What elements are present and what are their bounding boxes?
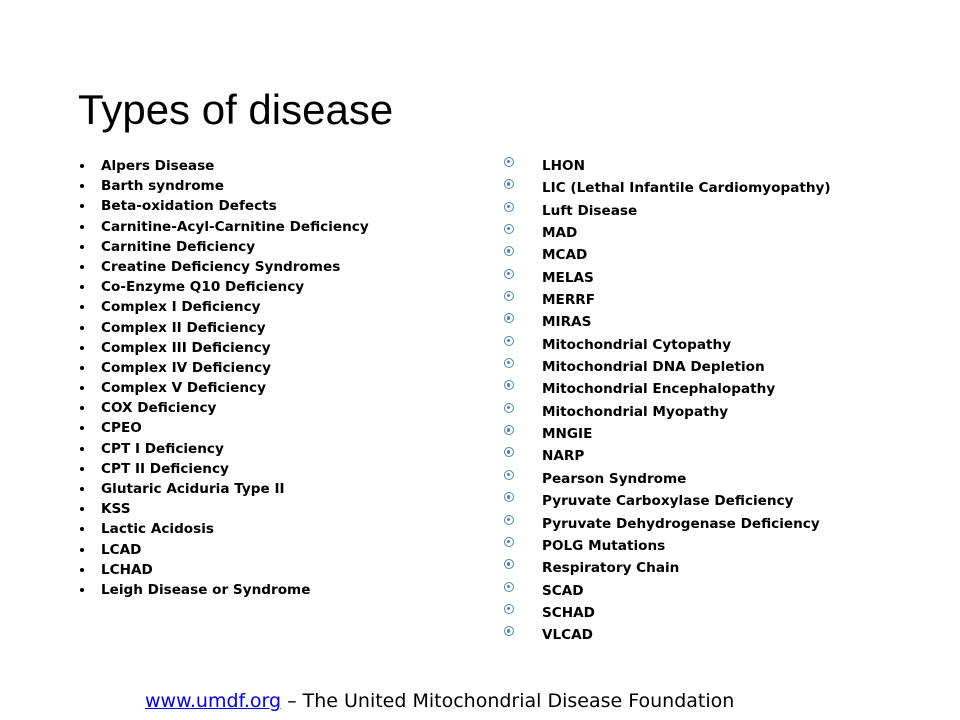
bullet-dot-icon — [80, 548, 84, 552]
list-item — [500, 311, 831, 333]
list-item — [78, 418, 369, 438]
list-item — [78, 297, 369, 317]
list-item — [78, 196, 369, 216]
ring-bullet-icon — [504, 470, 514, 480]
bullet-dot-icon — [80, 285, 84, 289]
list-item-label: COX Deficiency — [101, 400, 217, 417]
bullet-dot-icon — [80, 467, 84, 471]
list-item — [500, 423, 831, 445]
ring-bullet-icon — [504, 447, 514, 457]
list-item-label: NARP — [542, 448, 585, 465]
ring-bullet-icon — [504, 269, 514, 279]
list-item-label: Lactic Acidosis — [101, 521, 214, 538]
list-item-label: MCAD — [542, 247, 588, 264]
ring-bullet-icon — [504, 224, 514, 234]
bullet-dot-icon — [80, 204, 84, 208]
list-item — [500, 557, 831, 579]
list-item — [78, 217, 369, 237]
list-item-label: LHON — [542, 158, 585, 174]
bullet-dot-icon — [80, 366, 84, 370]
bullet-dot-icon — [80, 326, 84, 330]
list-item-label: Luft Disease — [542, 202, 638, 219]
page-title: Types of disease — [78, 86, 394, 133]
list-item-label: Mitochondrial Encephalopathy — [542, 381, 776, 398]
list-item-label: Glutaric Aciduria Type II — [101, 481, 285, 497]
list-item — [500, 334, 831, 356]
ring-bullet-icon — [504, 313, 514, 323]
list-item — [78, 378, 369, 398]
list-item-label: LCHAD — [101, 561, 153, 578]
list-item-label: Barth syndrome — [101, 178, 224, 195]
list-item — [78, 176, 369, 196]
bullet-dot-icon — [80, 265, 84, 269]
ring-bullet-icon — [504, 202, 514, 212]
list-item — [78, 519, 369, 539]
list-item — [500, 580, 831, 602]
list-item-label: Complex V Deficiency — [101, 380, 266, 397]
list-item-label: Complex I Deficiency — [101, 299, 261, 316]
ring-bullet-icon — [504, 582, 514, 592]
list-item-label: Complex II Deficiency — [101, 319, 266, 336]
list-item — [500, 244, 831, 266]
list-item — [78, 358, 369, 378]
bullet-dot-icon — [80, 346, 84, 350]
list-item — [78, 257, 369, 277]
bullet-dot-icon — [80, 426, 84, 430]
list-item-label: CPEO — [101, 420, 142, 437]
list-item — [500, 401, 831, 423]
bullet-dot-icon — [80, 588, 84, 592]
list-item-label: Co-Enzyme Q10 Deficiency — [101, 279, 305, 296]
umdf-link[interactable]: www.umdf.org — [145, 690, 282, 712]
list-item — [78, 479, 369, 499]
footer-source — [145, 688, 734, 714]
disease-list-right — [500, 155, 831, 647]
list-item-label: Complex IV Deficiency — [101, 359, 272, 376]
list-item-label: Pyruvate Carboxylase Deficiency — [542, 493, 794, 510]
ring-bullet-icon — [504, 291, 514, 301]
bullet-dot-icon — [80, 386, 84, 390]
bullet-dot-icon — [80, 164, 84, 168]
list-item — [78, 580, 369, 600]
ring-bullet-icon — [504, 380, 514, 390]
list-item-label: Carnitine Deficiency — [101, 238, 256, 255]
list-item-label: Respiratory Chain — [542, 560, 680, 577]
ring-bullet-icon — [504, 179, 514, 189]
list-item-label: MELAS — [542, 269, 594, 286]
list-item-label: Mitochondrial Cytopathy — [542, 336, 732, 353]
list-item — [78, 318, 369, 338]
bullet-dot-icon — [80, 447, 84, 451]
ring-bullet-icon — [504, 358, 514, 368]
list-item — [78, 560, 369, 580]
list-item-label: CPT I Deficiency — [101, 440, 224, 457]
list-item-label: Creatine Deficiency Syndromes — [101, 258, 341, 275]
list-item — [500, 222, 831, 244]
list-item — [500, 177, 831, 199]
list-item — [78, 156, 369, 176]
list-item — [500, 624, 831, 646]
list-item — [500, 445, 831, 467]
list-item-label: Mitochondrial Myopathy — [542, 403, 729, 420]
list-item — [78, 459, 369, 479]
list-item — [78, 499, 369, 519]
list-item — [78, 540, 369, 560]
list-item-label: Pyruvate Dehydrogenase Deficiency — [542, 515, 820, 532]
ring-bullet-icon — [504, 604, 514, 614]
ring-bullet-icon — [504, 157, 514, 167]
list-item-label: MNGIE — [542, 426, 593, 443]
ring-bullet-icon — [504, 559, 514, 569]
bullet-dot-icon — [80, 184, 84, 188]
bullet-dot-icon — [80, 568, 84, 572]
list-item — [78, 237, 369, 257]
list-item-label: Mitochondrial DNA Depletion — [542, 359, 765, 376]
ring-bullet-icon — [504, 626, 514, 636]
list-item-label: CPT II Deficiency — [101, 460, 229, 477]
list-item-label: MERRF — [542, 292, 596, 309]
bullet-dot-icon — [80, 225, 84, 229]
list-item-label: Leigh Disease or Syndrome — [101, 581, 311, 598]
list-item — [78, 398, 369, 418]
list-item-label: MAD — [542, 225, 578, 242]
bullet-dot-icon — [80, 527, 84, 531]
list-item-label: Pearson Syndrome — [542, 470, 687, 487]
ring-bullet-icon — [504, 403, 514, 413]
list-item-label: VLCAD — [542, 627, 593, 644]
list-item — [500, 468, 831, 490]
list-item-label: Complex III Deficiency — [101, 339, 271, 356]
list-item-label: Carnitine-Acyl-Carnitine Deficiency — [101, 218, 369, 235]
list-item-label: SCAD — [542, 582, 584, 599]
list-item-label: Alpers Disease — [101, 158, 215, 174]
list-item — [78, 277, 369, 297]
list-item — [500, 155, 831, 177]
ring-bullet-icon — [504, 492, 514, 502]
list-item — [78, 439, 369, 459]
list-item — [500, 289, 831, 311]
ring-bullet-icon — [504, 246, 514, 256]
list-item — [500, 267, 831, 289]
list-item — [500, 200, 831, 222]
bullet-dot-icon — [80, 245, 84, 249]
ring-bullet-icon — [504, 537, 514, 547]
list-item — [500, 602, 831, 624]
ring-bullet-icon — [504, 336, 514, 346]
bullet-dot-icon — [80, 507, 84, 511]
bullet-dot-icon — [80, 305, 84, 309]
ring-bullet-icon — [504, 425, 514, 435]
list-item — [500, 378, 831, 400]
list-item — [500, 535, 831, 557]
list-item-label: LIC (Lethal Infantile Cardiomyopathy) — [542, 180, 831, 197]
list-item — [500, 490, 831, 512]
list-item-label: POLG Mutations — [542, 537, 666, 554]
list-item-label: KSS — [101, 501, 131, 518]
disease-list-left — [78, 156, 369, 600]
ring-bullet-icon — [504, 515, 514, 525]
list-item-label: SCHAD — [542, 604, 595, 621]
list-item-label: LCAD — [101, 541, 142, 558]
list-item — [500, 513, 831, 535]
list-item — [78, 338, 369, 358]
bullet-dot-icon — [80, 487, 84, 491]
bullet-dot-icon — [80, 406, 84, 410]
list-item — [500, 356, 831, 378]
list-item-label: Beta-oxidation Defects — [101, 198, 277, 215]
footer-text: – The United Mitochondrial Disease Foundation — [281, 690, 735, 712]
list-item-label: MIRAS — [542, 314, 592, 331]
